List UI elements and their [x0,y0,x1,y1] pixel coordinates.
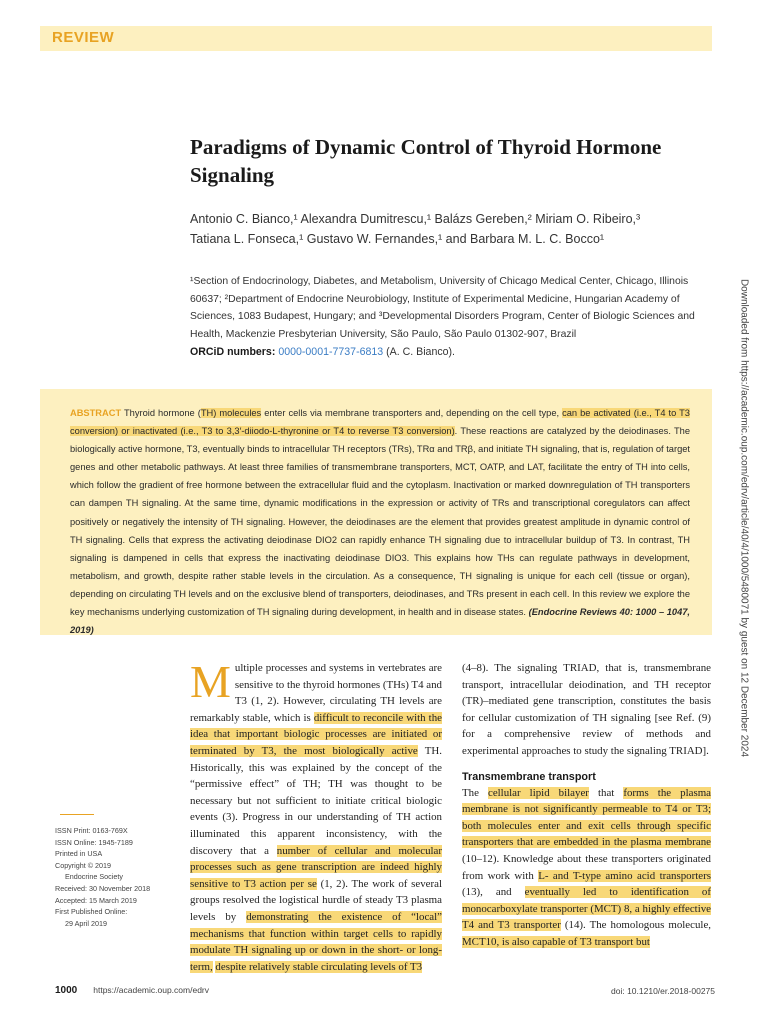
highlight: MCT10, is also capable of T3 transport but [462,935,650,948]
abstract-box [40,389,712,635]
body-column-1 [190,656,443,975]
body-text: ultiple processes and systems in vertebrates are sensitive to the thyroid hormones (THs) T4 and T3 (1, 2). However, circulating TH levels are remarkably stable, which is [190,662,442,724]
page-number: 1000 [55,985,78,996]
abstract-part: Thyroid hormone ( [124,408,201,418]
highlight: difficult to reconcile with the idea that important biologic processes are initiated or terminated by T3, the most biologically active [190,711,442,757]
journal-url[interactable]: https://academic.oup.com/edrv [93,985,210,995]
received-date: Received: 30 November 2018 [55,883,151,893]
printed-in: Printed in USA [55,849,103,859]
orcid-line [190,346,455,358]
author-line-2: Tatiana L. Fonseca,¹ Gustavo W. Fernandes,¹ and Barbara M. L. C. Bocco¹ [190,232,605,246]
download-text: Downloaded from https://academic.oup.com/edrv/article/40/4/1000/5480071 by guest on 12 December 2024 [738,278,750,758]
section-banner [40,26,712,51]
sidebar-divider [60,814,94,815]
section-label: REVIEW [52,29,115,46]
body-text: (10–12). Knowledge about these transporters originated from work with [462,852,711,882]
orcid-link[interactable]: 0000-0001-7737-6813 [278,346,384,358]
doi[interactable]: doi: 10.1210/er.2018-00275 [611,986,715,996]
affiliations: ¹Section of Endocrinology, Diabetes, and Metabolism, University of Chicago Medical Center, Chicago, Illinois 60637; ²Department of Endocrine Neurobiology, Institute of Experimental Medicine, Hungarian Academy of Sciences, 1083 Budapest, Hungary; and ³Developmental Disorders Program, Center of Biologic Sciences and Health, Mackenzie Presbyterian University, São Paulo, São Paulo 01302-907, Brazil [190,276,695,340]
body-text: (1, 2). The work of several groups resolved the logistical hurdle of steady T3 plasma levels by [190,877,443,923]
highlight: despite relatively stable circulating levels of T3 [215,960,423,973]
body-paragraph: (4–8). The signaling TRIAD, that is, transmembrane transport, intracellular deiodination, and TH receptor (TR)–mediated gene transcription, constitutes the basis for cellular customization of TH signaling [see Ref. (9) for a comprehensive review of methods and experimental approaches to study the signaling TRIAD]. [462,662,711,757]
article-title: Paradigms of Dynamic Control of Thyroid Hormone Signaling [190,135,662,187]
highlight: forms the plasma membrane is not significantly permeable to T4 or T3; both molecules enter and exit cells through specific transporters that are embedded in the plasma membrane [462,786,712,849]
drop-cap: M [190,656,231,707]
highlight: TH) molecules [200,408,262,418]
highlight: demonstrating the existence of “local” mechanisms that function within target cells to rapidly modulate TH signaling up or down in the short- or long-term, [190,910,442,973]
body-paragraph [462,785,711,951]
publication-metadata [55,825,165,929]
first-published-date: 29 April 2019 [65,918,107,928]
body-text: (13), and [462,886,525,899]
issn-online: ISSN Online: 1945-7189 [55,837,133,847]
body-text: (14). The homologous molecule, [560,919,711,932]
highlight: eventually led to identification of monocarboxylate transporter (MCT) 8, a highly effective T4 and T3 transporter [462,886,711,932]
orcid-label: ORCiD numbers: [190,346,276,358]
body-column-2 [462,660,711,951]
abstract-part: enter cells via membrane transporters and, depending on the cell type, [261,408,563,418]
body-text: that [588,786,624,799]
society: Endocrine Society [65,872,123,882]
body-text: TH. Historically, this was explained by the concept of the “permissive effect” of TH; TH was thought to be necessary but not sufficient to initiate critical biologic events (3). Progress in our understanding of TH action illuminated this apparent inconsistency, with the discovery that a [190,744,442,857]
copyright: Copyright © 2019 [55,860,112,870]
accepted-date: Accepted: 15 March 2019 [55,895,137,905]
section-heading: Transmembrane transport [462,770,596,783]
abstract-label: ABSTRACT [70,408,122,418]
abstract-citation: (Endocrine Reviews 40: 1000 – 1047, 2019) [70,607,690,636]
author-list [190,209,710,249]
author-line-1: Antonio C. Bianco,¹ Alexandra Dumitrescu,¹ Balázs Gereben,² Miriam O. Ribeiro,³ [190,212,641,226]
highlight: number of cellular and molecular processes such as gene transcription are indeed highly sensitive to T3 action per se [190,844,442,890]
abstract-part: . These reactions are catalyzed by the deiodinases. The biologically active hormone, T3, eventually binds to intracellular TH receptors (TRs), TRα and TRβ, and initiate TH signaling, that is, regulation of target genes and other metabolic pathways. At least three families of transmembrane transporters, MCT, OATP, and LAT, facilitate the entry of TH into cells, which follow the gradient of free hormone between the extracellular fluid and the cytoplasm. Inactivation or marked downregulation of TH transporters can dampen TH signaling. At the same time, dynamic modifications in the expression or activity of TRs and transcriptional coregulators can affect positively or negatively the intensity of TH signaling. However, the deiodinases are the element that provides greatest amplitude in dynamic control of TH signaling. Cells that express the activating deiodinase DIO2 can rapidly enhance TH signaling due to intracellular buildup of T3. In contrast, TH signaling is dampened in cells that express the inactivating deiodinase DIO3. This explains how THs can regulate pathways in development, metabolism, and growth, despite rather stable levels in the circulation. As a consequence, TH signaling is unique for each cell (tissue or organ), depending on circulating TH levels and on the exclusive blend of transporters, deiodinases, and TRs present in each cell. In this review we explore the key mechanisms underlying customization of TH signaling during development, in health and in disease states. [70,426,690,618]
orcid-owner: (A. C. Bianco). [386,346,456,358]
highlight: cellular lipid bilayer [487,786,589,799]
issn-print: ISSN Print: 0163-769X [55,826,128,835]
first-published-label: First Published Online: [55,907,128,917]
highlight: can be activated (i.e., T4 to T3 conversion) or inactivated (i.e., T3 to 3,3′-diiodo-L-thyronine or T4 to reverse T3 conversion) [70,408,690,437]
body-text: The [462,786,488,799]
abstract-text [70,404,690,639]
highlight: L- and T-type amino acid transporters [538,869,711,882]
